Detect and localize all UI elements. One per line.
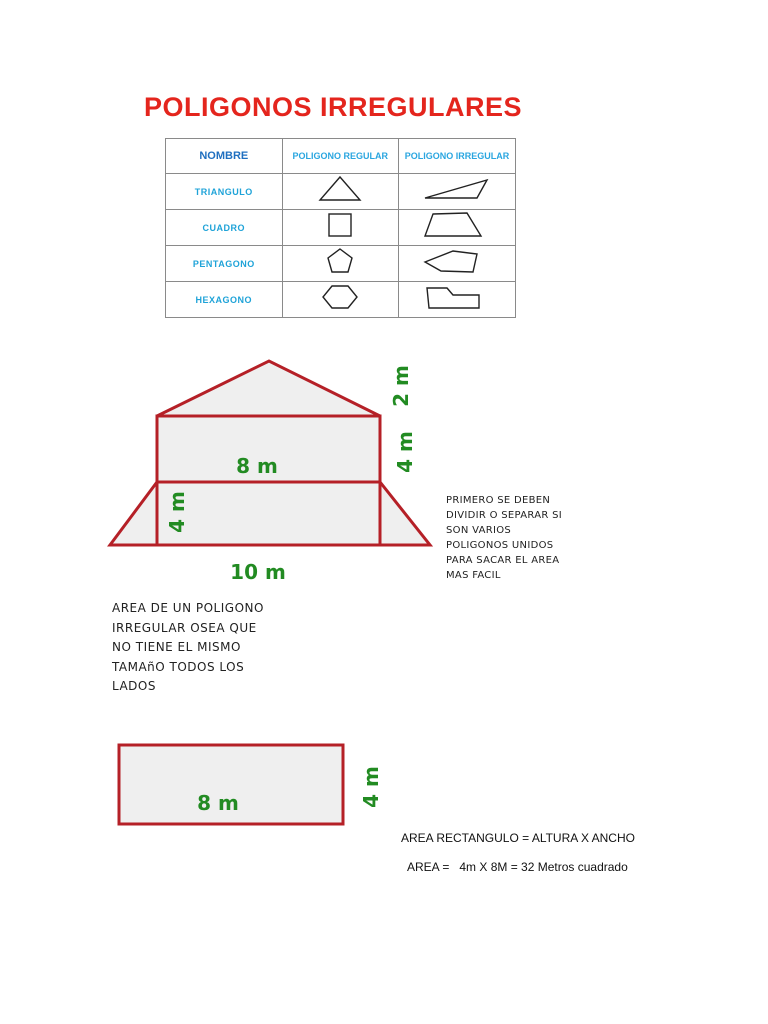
rect-width-label: 8 m: [236, 454, 278, 478]
formula-definition: AREA RECTANGULO = ALTURA X ANCHO: [401, 831, 635, 845]
row-name: TRIANGULO: [166, 174, 283, 210]
header-nombre: NOMBRE: [166, 139, 283, 174]
row-name: PENTAGONO: [166, 246, 283, 282]
base-width-label: 10 m: [230, 560, 286, 584]
trapezoid-height-label: 4 m: [165, 491, 189, 533]
rect-height-label: 4 m: [393, 431, 417, 473]
page-title: POLIGONOS IRREGULARES: [144, 92, 523, 122]
header-irregular: POLIGONO IRREGULAR: [398, 139, 515, 174]
division-note: PRIMERO SE DEBEN DIVIDIR O SEPARAR SI SON VARIOS POLIGONOS UNIDOS PARA SACAR EL AREA MAS FACIL: [446, 495, 562, 581]
row-name: HEXAGONO: [166, 282, 283, 318]
formula-calculation: AREA = 4m X 8M = 32 Metros cuadrado: [407, 860, 628, 874]
roof-triangle: [157, 361, 380, 416]
header-regular: POLIGONO REGULAR: [282, 139, 398, 174]
house-shape: [110, 361, 430, 545]
area-definition-text: AREA DE UN POLIGONO IRREGULAR OSEA QUE NO TIENE EL MISMO TAMAñO TODOS LOS LADOS: [112, 601, 264, 693]
simple-rect-height-label: 4 m: [359, 766, 383, 808]
roof-height-label: 2 m: [389, 365, 413, 407]
simple-rect-width-label: 8 m: [197, 791, 239, 815]
row-name: CUADRO: [166, 210, 283, 246]
